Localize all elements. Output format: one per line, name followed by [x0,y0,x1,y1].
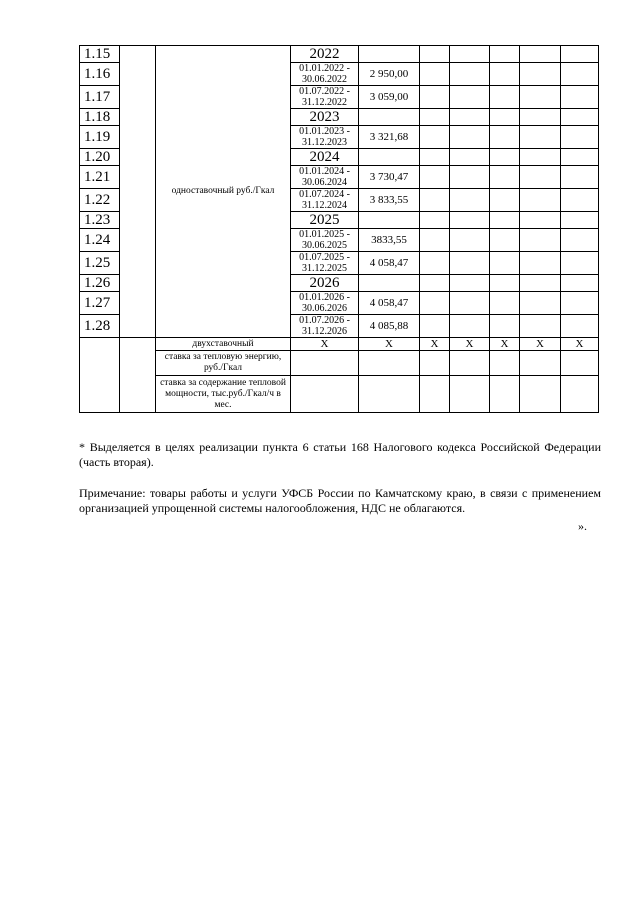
heat-rate-label: ставка за тепловую энергию, руб./Гкал [156,351,291,376]
tariff-value: 3 059,00 [359,86,420,109]
row-number: 1.22 [80,189,120,212]
x-mark: X [420,338,450,351]
empty-cell [490,109,520,126]
row-number: 1.20 [80,149,120,166]
period-cell: 01.01.2026 - 30.06.2026 [291,292,359,315]
x-mark: X [359,338,420,351]
empty-cell [520,292,561,315]
tariff-value [359,275,420,292]
tariff-value [359,46,420,63]
empty-cell [420,109,450,126]
empty-cell [520,126,561,149]
empty-cell [450,166,490,189]
empty-cell [490,292,520,315]
year-cell: 2024 [291,149,359,166]
empty-cell [520,86,561,109]
tariff-value: 3833,55 [359,229,420,252]
empty-cell [450,292,490,315]
empty-cell [420,126,450,149]
empty-cell [359,351,420,376]
row-number: 1.27 [80,292,120,315]
empty-cell [561,252,599,275]
empty-cell [420,292,450,315]
empty-cell [490,86,520,109]
row-number: 1.23 [80,212,120,229]
period-cell: 01.01.2022 - 30.06.2022 [291,63,359,86]
empty-cell [520,252,561,275]
row-number: 1.28 [80,315,120,338]
tariff-value [359,109,420,126]
empty-cell [450,351,490,376]
period-cell: 01.01.2025 - 30.06.2025 [291,229,359,252]
empty-cell [450,376,490,413]
empty-cell [520,189,561,212]
footnote: * Выделяется в целях реализации пункта 6 статьи 168 Налогового кодекса Российской Федерации (часть вторая). [79,440,601,469]
row-number: 1.16 [80,63,120,86]
empty-cell [490,166,520,189]
empty-cell [561,292,599,315]
x-mark: X [291,338,359,351]
tariff-value: 3 833,55 [359,189,420,212]
row-number: 1.24 [80,229,120,252]
year-cell: 2026 [291,275,359,292]
empty-cell [561,212,599,229]
year-cell: 2022 [291,46,359,63]
period-cell: 01.07.2026 - 31.12.2026 [291,315,359,338]
empty-cell [520,275,561,292]
empty-cell [520,351,561,376]
tariff-value: 4 058,47 [359,252,420,275]
empty-cell [450,63,490,86]
empty-cell [490,275,520,292]
two-part-label: двухставочный [156,338,291,351]
table-row [80,338,599,351]
empty-cell [561,229,599,252]
empty-cell [291,351,359,376]
empty-cell [520,166,561,189]
empty-cell [420,376,450,413]
period-cell: 01.07.2022 - 31.12.2022 [291,86,359,109]
empty-cell [450,109,490,126]
row-number: 1.18 [80,109,120,126]
empty-cell [420,351,450,376]
table-row [80,351,599,376]
empty-cell [490,376,520,413]
capacity-rate-label: ставка за содержание тепловой мощности, тыс.руб./Гкал/ч в мес. [156,376,291,413]
empty-cell [520,212,561,229]
empty-cell [561,126,599,149]
remark: Примечание: товары работы и услуги УФСБ России по Камчатскому краю, в связи с применением организацией упрощенной системы налогообложения, НДС не облагаются. [79,486,601,515]
empty-cell [450,229,490,252]
row-number: 1.15 [80,46,120,63]
empty-cell [420,252,450,275]
year-cell: 2023 [291,109,359,126]
year-cell: 2025 [291,212,359,229]
tariff-value [359,149,420,166]
period-cell: 01.01.2023 - 31.12.2023 [291,126,359,149]
empty-cell [450,189,490,212]
row-number: 1.17 [80,86,120,109]
single-rate-label: одноставочный руб./Гкал [156,46,291,338]
empty-cell [450,149,490,166]
blank-cell [120,46,156,338]
closing-quote: ». [578,519,587,533]
empty-cell [420,149,450,166]
empty-cell [490,315,520,338]
empty-cell [450,315,490,338]
empty-cell [420,63,450,86]
empty-cell [561,315,599,338]
empty-cell [520,46,561,63]
empty-cell [561,46,599,63]
x-mark: X [490,338,520,351]
tariff-table [79,45,599,413]
empty-cell [490,252,520,275]
tariff-value [359,212,420,229]
empty-cell [561,189,599,212]
tariff-value: 3 730,47 [359,166,420,189]
empty-cell [520,376,561,413]
empty-cell [520,149,561,166]
empty-cell [420,189,450,212]
empty-cell [520,229,561,252]
empty-cell [450,46,490,63]
row-number-empty [80,338,120,413]
period-cell: 01.01.2024 - 30.06.2024 [291,166,359,189]
empty-cell [420,315,450,338]
empty-cell [561,376,599,413]
tariff-value: 2 950,00 [359,63,420,86]
empty-cell [561,166,599,189]
tariff-value: 4 058,47 [359,292,420,315]
empty-cell [450,252,490,275]
empty-cell [520,109,561,126]
empty-cell [420,46,450,63]
tariff-value: 4 085,88 [359,315,420,338]
row-number: 1.25 [80,252,120,275]
empty-cell [450,212,490,229]
blank-cell [120,338,156,413]
empty-cell [561,86,599,109]
row-number: 1.21 [80,166,120,189]
empty-cell [420,212,450,229]
empty-cell [520,315,561,338]
empty-cell [450,86,490,109]
empty-cell [450,126,490,149]
empty-cell [490,63,520,86]
empty-cell [490,189,520,212]
period-cell: 01.07.2024 - 31.12.2024 [291,189,359,212]
empty-cell [520,63,561,86]
empty-cell [490,46,520,63]
empty-cell [490,149,520,166]
empty-cell [561,109,599,126]
empty-cell [561,275,599,292]
tariff-value: 3 321,68 [359,126,420,149]
empty-cell [420,166,450,189]
period-cell: 01.07.2025 - 31.12.2025 [291,252,359,275]
empty-cell [490,229,520,252]
x-mark: X [450,338,490,351]
empty-cell [490,212,520,229]
row-number: 1.26 [80,275,120,292]
empty-cell [490,351,520,376]
x-mark: X [561,338,599,351]
empty-cell [420,275,450,292]
empty-cell [359,376,420,413]
empty-cell [561,149,599,166]
empty-cell [561,351,599,376]
empty-cell [420,86,450,109]
table-row [80,46,599,63]
empty-cell [420,229,450,252]
empty-cell [291,376,359,413]
empty-cell [561,63,599,86]
empty-cell [490,126,520,149]
row-number: 1.19 [80,126,120,149]
table-row [80,376,599,413]
x-mark: X [520,338,561,351]
empty-cell [450,275,490,292]
